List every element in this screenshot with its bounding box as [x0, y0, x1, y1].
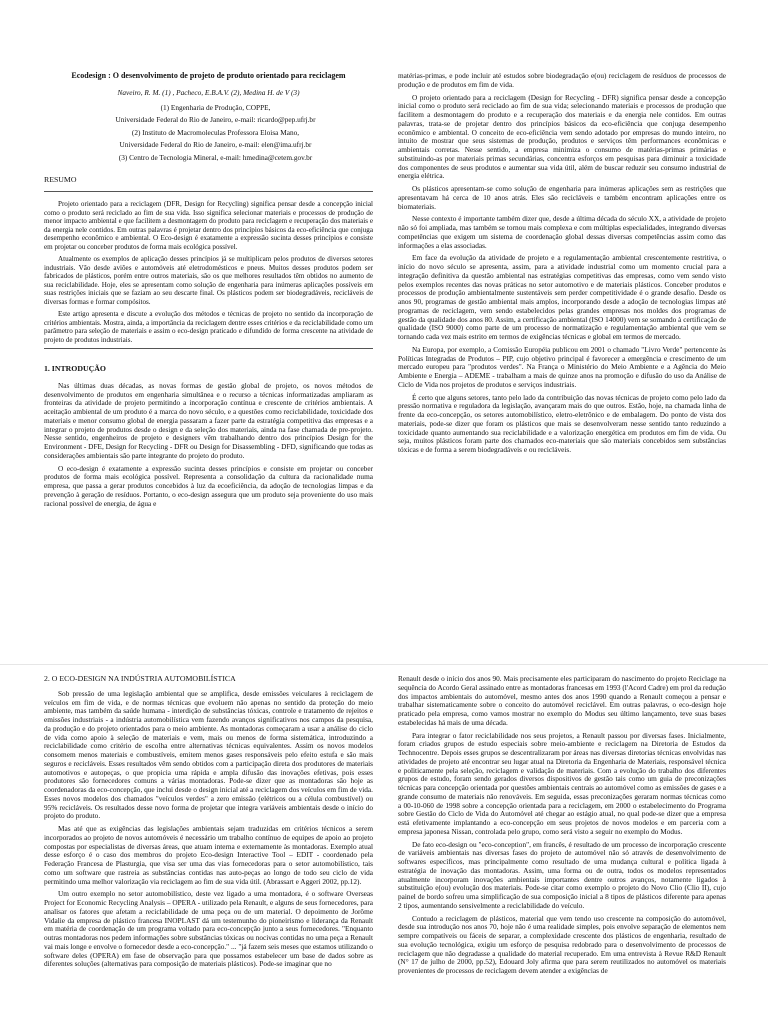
body-paragraph: Sob pressão de uma legislação ambiental que se amplifica, desde emissões veiculares à reciclagem de veículos em fim de vida, e de normas técnicas que evoluem não apenas no sentido da proteção do meio ambiente, mas também da saúde humana - interdição de substâncias tóxicas, controle e tratamento de rejeitos e emissões industriais - a indústria automobilística vem fazendo avanços significativos nos campos da pesquisa, da produção e do projeto orientados para o meio ambiente. As montadoras começaram a usar a análise do ciclo de vida como apoio à seleção de materiais e vem, mais ou menos de forma sistemática, introduzindo a reciclabilidade como critério de escolha entre alternativas técnicas equivalentes. Assim os novos modelos consomem menos materiais e combustíveis, emitem menos gases responsáveis pelo efeito estufa e são mais seguros e recicláveis. Esses resultados vêm sendo obtidos com a participação direta dos produtores de materiais automotivos e autopeças, o que propicia uma rápida e ampla difusão das inovações efetivas, pois esses produtores são fornecedores comuns a várias montadoras. Pode-se dizer que as montadoras são hoje as coordenadoras da eco-concepção, que inclui desde o design inicial até a reciclagem dos veículos em fim de vida. Esses novos modelos dos chamados "veículos verdes" a zero emissão (elétricos ou a célula combustível) ou 95% recicláveis. Os resultados desse novo forma de projetar que integra variáveis ambientais desde o início do projeto do produto. [44, 688, 373, 821]
affiliation-line: Universidade Federal do Rio de Janeiro, e-mail: elen@ima.ufrj.br [119, 140, 312, 150]
divider [44, 348, 373, 349]
body-paragraph: Mas até que as exigências das legislações ambientais sejam traduzidas em critérios técnicos a serem incorporados ao projeto de novos automóveis é necessário um trabalho contínuo de equipes de apoio ao projeto compostas por especialistas de diversas áreas, que atuam interna e externamente às montadoras. Exemplo atual desse esforço é o caso dos membros do projeto Eco-design Interactive Tool – EDIT - coordenado pela Federação Francesa de Plasturgia, que visa ser uma das vias fornecedoras para o setor automobilístico, tais como um software que rastreia as substâncias contidas nas auto-peças ao longo de todo seu ciclo de vida permitindo uma melhor valorização via reciclagem ao fim de sua vida útil. (Abrassart e Aggeri 2002, pp.12). [44, 824, 373, 886]
body-paragraph: O eco-design é exatamente a expressão sucinta desses princípios e consiste em projetar ou conceber produtos de forma mais ecológica possível. Representa a consolidação da cultura da racionalidade numa empresa, que passa a gerar produtos concebidos à luz da ecoeficiência, da adoção de tecnologias limpas e da prevenção à geração de resíduos. Portanto, o eco-design assegura que um produto seja proveniente do uso mais racional possível de energia, de água e [44, 463, 373, 508]
body-paragraph: De fato eco-design ou "eco-conception", em francês, é resultado de um processo de incorporação crescente de variáveis ambientais nas diversas fases do projeto de automóvel não só através de desenvolvimento de softwares específicos, mas principalmente como resultado de uma mudança cultural e política ligada à estratégia de inovação das montadoras. Assim, uma forma ou de outra, todos os modelos representados atualmente incorporam inovações ambientais importantes dentre outros avanços, notamente ligados à substituição e(ou) evolução dos materiais. Pode-se citar como exemplo o projeto do Novo Clio (Clio II), cujo painel de bordo sofreu uma simplificação de sua composição inicial a 8 tipos de plásticos diferente para apenas 2 tipos, aumentando sensivelmente a reciclabilidade do veículo. [398, 839, 726, 910]
body-paragraph: Os plásticos apresentam-se como solução de engenharia para inúmeras aplicações sem as restrições que apresentavam há cerca de 10 anos atrás. Eles são recicláveis e também encontram aplicações entre os biomateriais. [398, 184, 726, 211]
affiliations [44, 104, 373, 163]
affiliation-line: Universidade Federal do Rio de Janeiro, e-mail: ricardo@pep.ufrj.br [115, 115, 316, 125]
right-column [398, 675, 726, 980]
left-column [44, 72, 373, 512]
affiliation-line: (1) Engenharia de Produção, COPPE, [160, 102, 271, 112]
paper-title: Ecodesign : O desenvolvimento de projeto de produto orientado para reciclagem [71, 71, 346, 80]
section-heading-introducao: 1. INTRODUÇÃO [44, 364, 106, 374]
abstract [44, 176, 373, 349]
body-paragraph: Um outro exemplo no setor automobilístico, deste vez ligado a uma montadora, é o software Overseas Project for Economic Recycling Analysis – OPERA - utilizado pela Renault, e alguns de seus fornecedores, para analisar os fatores que afetam a reciclabilidade de uma peça ou de um material. O depoimento de Jorôme Vidalie da empresa de plástico francesa INOPLAST dá um testemunho do pioneirismo e liderança da Renault em matéria de coordenação de um programa voltado para eco-concepção junto a seus fornecedores. "Enquanto outras montadoras nos pedem informações sobre substâncias tóxicas ou nocivas contidas no uma peça a Renault vai mais longe e envolve o fornecedor desde a eco-concepção." ... "já fazem seis meses que estamos utilizando o software deles (OPERA) em fase de observação para que possamos estabelecer um base de dados sobre as diferentes soluções (alternativas para composição de materiais plásticos). Pode-se imaginar que no [44, 889, 373, 969]
abstract-paragraph: Atualmente os exemplos de aplicação desses princípios já se multiplicam pelos produtos de diversos setores industriais. Vão desde aviões e automóveis até eletrodomésticos e pneus. Muitos desses produtos podem ser fabricados de plásticos, porém entre outros materiais, são os que melhores resultados têm obtidos no aumento de sua reciclabilidade. Hoje, eles se apresentam como solução de engenharia para inúmeras aplicações possíveis em suas restrições iniciais que se faziam ao seu descarte final. Os plásticos podem ser biodegradáveis, recicláveis de diversas formas e formar compósitos. [44, 255, 373, 306]
left-column [44, 675, 373, 973]
body-paragraph: É certo que alguns setores, tanto pelo lado da contribuição das novas técnicas de projeto como pelo lado da pressão normativa e reguladora da legislação, avançaram mais do que outros. Estão, hoje, na chamada linha de frente da eco-concepção, os setores automobilístico, eletro-eletrônico e de embalagem. Do ponto de vista dos materiais, pode-se dizer que foram os plásticos que mais se desenvolveram nesse sentido tanto reduzindo a toxicidade quanto aumentando sua reciclabilidade e a valorização energética em produtos em fim de vida. Ou seja, muitos plásticos foram parte dos chamados eco-materiais que são materiais concebidos sem substâncias tóxicas e de forma a serem biodegradáveis e ou recicláveis. [398, 392, 726, 454]
divider [44, 191, 373, 192]
body-paragraph: Na Europa, por exemplo, a Comissão Européia publicou em 2001 o chamado "Livro Verde" pertencente às Políticas Integradas de Produtos – PIP, cujo objetivo principal é favorecer a emergência e crescimento de um mercado europeu para "produtos verdes". Na França o Ministério do Meio Ambiente e a Agência do Meio Ambiente e Energia – ADEME - trabalham a mais de quinze anos na promoção e difusão do uso da Análise de Ciclo de Vida nos projetos de produtos e serviços industriais. [398, 344, 726, 389]
body-paragraph: matérias-primas, e pode incluir até estudos sobre biodegradação e(ou) reciclagem de resíduos de processos de produção e de produtos em fim de vida. [398, 71, 726, 89]
body-paragraph: O projeto orientado para a reciclagem (Design for Recycling - DFR) significa pensar desde a concepção inicial como o produto será reciclado ao fim de sua vida; selecionando materiais e processos de produção que facilitem a desmontagem do produto e a recuperação dos materiais e da energia nele contidos. Em outras palavras, trata-se de projetar dentro dos princípios básicos da eco-eficiência que conjuga desempenho econômico e ambiental. O conceito de eco-eficiência vem sendo adotado por empresas do mundo inteiro, no intuito de mostrar que seus sistemas de produção, produtos e serviços têm performances econômicas e ambientais corretas. Nesse sentido, a empresa minimiza o consumo de matérias-primas primárias e substituindo-as por materiais primas secundárias, concentra esforços em pesquisas para diminuir a toxicidade dos componentes de seus produtos e aumentar sua vida útil, além de buscar reduzir seu consumo industrial de energia elétrica. [398, 92, 726, 181]
abstract-paragraph: Este artigo apresenta e discute a evolução dos métodos e técnicas de projeto no sentido da incorporação de critérios ambientais. Mostra, ainda, a importância da reciclagem dentre esses critérios e da reciclabilidade como um parâmetro para seleção de materiais e assim o eco-design praticado e difundido de forma crescente na atividade de projeto de produtos industriais. [44, 310, 373, 344]
paper-authors: Naveiro, R. M. (1) , Pacheco, E.B.A.V. (2), Medina H. de V (3) [117, 87, 300, 97]
affiliation-line: (2) Instituto de Macromoleculas Professora Eloisa Mano, [131, 127, 300, 137]
page-2 [0, 664, 768, 1025]
body-paragraph: Para integrar o fator reciclabilidade nos seus projetos, a Renault passou por diversas fases. Inicialmente, foram criados grupos de estudo especiais sobre meio-ambiente e reciclagem na Diretoria de Estudos da Technocentre. Depois esses grupos se descentralizaram por áreas nas diversas diretorias técnicas envolvidas nas atividades de projeto até encontrar seu lugar atual na Diretoria da Engenharia de Materiais, responsável técnica e politicamente pela seleção, reciclagem e validação de materiais. Com a evolução do trabalho dos diferentes grupos de estudo, foram sendo gerados diversos dispositivos de gestão tais como um guia de preconizações técnicas para concepção orientada por questões ambientais centrais ao automóvel como as emissões de gases e a grande consumo de materiais não renováveis. Em seguida, essas preconizações geraram normas técnicas como a 00-10-060 de 1998 sobre a concepção orientada para a reciclagem, em 2000 o estabelecimento do Programa sobre Gestão do Ciclo de Vida do Automóvel até chegar ao estágio atual, no qual pode-se dizer que a empresa está efetivamente implantando a eco-concepção em seus projetos de novos modelos e em parceria com a empresa japonesa Nissan, controlada pelo grupo, como será visto a seguir no exemplo do Modus. [398, 730, 726, 836]
abstract-heading: RESUMO [44, 175, 77, 185]
right-column [398, 72, 726, 459]
body-paragraph: Nesse contexto é importante também dizer que, desde a última década do século XX, a atividade de projeto não só foi ampliada, mas também se tornou mais complexa e com múltiplas especialidades, integrando diversas competências que exigem um sistema de coordenação global dessas diversas competências assim como das informações a elas associadas. [398, 214, 726, 250]
body-paragraph: Em face da evolução da atividade de projeto e a regulamentação ambiental crescentemente restritiva, o início do novo século se apresenta, assim, para a atividade industrial como um momento crucial para a integração definitiva da questão ambiental nas estratégias competitivas das empresas, como vem sendo visto pelos exemplos recentes das novas práticas no setor automotivo e de materiais plásticos. Conceber produtos e processos de produção ambientalmente sustentáveis sem perder competitividade é o grande desafio. Desde os anos 90, programas de gestão ambiental mais amplos, incorporando desde a adoção de tecnologias limpas até programas de reciclagem, vem sendo estabelecidos pelas grandes empresas nos moldes dos programas de gestão da qualidade dos anos 80. Assim, a certificação ambiental (ISO 14000) vem se somando à certificação de qualidade (ISO 9000) como parte de um processo de normatização e regulamentação ambiental que vem se tornando cada vez mais estrito em termos de exigências técnicas e global em termos de mercado. [398, 253, 726, 341]
body-paragraph: Renault desde o início dos anos 90. Mais precisamente eles participaram do nascimento do projeto Reciclage na sequência do Acordo Geral assinado entre as montadoras francesas em 1993 (l'Acord Cadre) em prol da redução dos impactos ambientais do automóvel, mesmo antes dos anos 1990 quando a Renault começou a pensar e trabalhar sistematicamente sobre o conceito do automóvel reciclável. Em outras palavras, o eco-design hoje praticado pela empresa, como vamos mostrar no exemplo do Modus seu último lançamento, teve suas bases estabelecidas há mais de uma década. [398, 674, 726, 727]
abstract-paragraph: Projeto orientado para a reciclagem (DFR, Design for Recycling) significa pensar desde a concepção inicial como o produto será reciclado ao fim de sua vida. Isso significa selecionar materiais e processos de produção de menor impacto ambiental e que facilitem a desmontagem do produto para reciclagem e recuperação dos materiais e da energia nele contidos. Em outras palavras é projetar dentro dos princípios básicos da eco-eficiência que conjuga desempenho econômico e ambiental. O Eco-design é exatamente a expressão sucinta desses princípios e consiste em projetar ou conceber produtos de forma mais ecológica possível. [44, 200, 373, 251]
body-paragraph: Nas últimas duas décadas, as novas formas de gestão global de projeto, os novos métodos de desenvolvimento de produtos em engenharia simultânea e o recurso a técnicas informatizadas ampliaram as fronteiras da atividade de projeto permitindo a incorporação contínua e crescente de critérios ambientais. A aceitação ambiental de um produto é a marca do novo século, e a questões como reciclabilidade, toxicidade dos materiais e menor consumo global de energia passaram a fazer parte da estratégia competitiva das empresas e a integrar o projeto de produtos desde o design e da seleção dos materiais, ainda na fase chamada de pre-projeto. Nesse sentido, engenheiros de projeto e designers vêm trabalhando dentro dos princípios Design for the Environment - DFE, Design for Recycling - DFR ou Design for Disassembling - DFD, significando que todas as considerações ambientais são parte integrante do projeto do produto. [44, 380, 373, 460]
body-paragraph: Contudo a reciclagem de plásticos, material que vem tendo uso crescente na composição do automóvel, desde sua introdução nos anos 70, hoje não é uma realidade simples, pois envolve separação de elementos nem sempre compatíveis ou fáceis de separar, a complexidade crescente dos plásticos de engenharia, resultado de sua evolução tecnológica, exigiu um esforço de pesquisa redobrado para o desenvolvimento de processos de reciclagem que não degradasse a qualidade do material recuperado. Em uma entrevista à Revue R&D Renault (N° 17 de julho de 2000, pp.52), Edouard Joly afirma que para serem reutilizados no automóvel os materiais provenientes de processos de reciclagem devem atender a exigências de [398, 913, 726, 975]
affiliation-line: (3) Centro de Tecnologia Mineral, e-mail: hmedina@cetem.gov.br [118, 152, 313, 162]
section-heading-automobilistica: 2. O ECO-DESIGN NA INDÚSTRIA AUTOMOBILÍSTICA [44, 674, 236, 683]
